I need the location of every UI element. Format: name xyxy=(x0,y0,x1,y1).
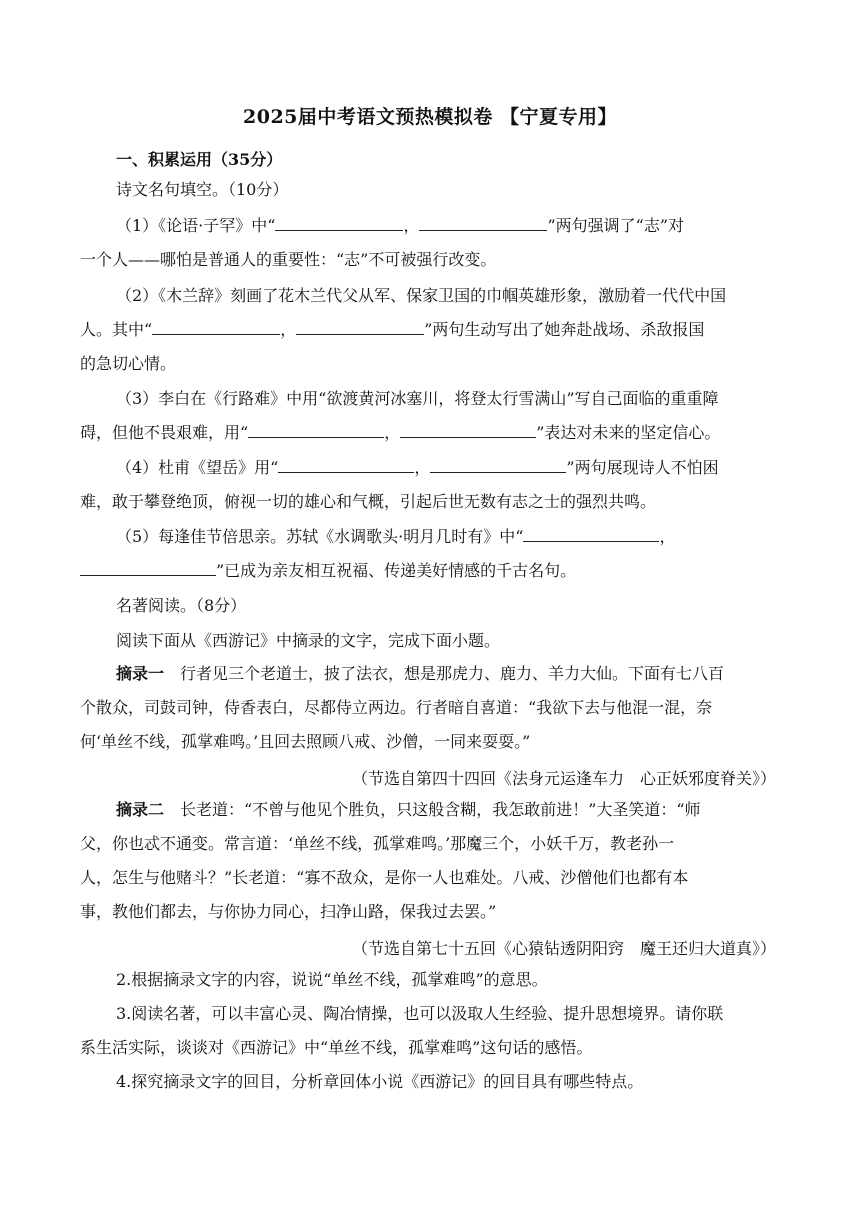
answer-blank[interactable] xyxy=(419,216,547,231)
excerpt2-label: 摘录二 xyxy=(116,800,165,819)
answer-blank[interactable] xyxy=(296,320,424,335)
answer-blank[interactable] xyxy=(278,458,414,473)
question-3-line1: 3.阅读名著，可以丰富心灵、陶冶情操，也可以汲取人生经验、提升思想境界。请你联 xyxy=(116,1004,724,1023)
text: ”表达对未来的坚定信心。 xyxy=(536,423,721,442)
fill-item-1-cont: 一个人——哪怕是普通人的重要性：“志”不可被强行改变。 xyxy=(80,250,497,269)
question-2: 2.根据摘录文字的内容，说说“单丝不线，孤掌难鸣”的意思。 xyxy=(116,970,548,989)
excerpt1-label: 摘录一 xyxy=(116,664,165,683)
text: 行者见三个老道士，披了法衣，想是那虎力、鹿力、羊力大仙。下面有七八百 xyxy=(180,664,725,683)
excerpt1-line1 xyxy=(116,664,724,684)
fill-item-4-line1 xyxy=(116,458,719,478)
excerpt2-line3: 人，怎生与他赌斗？”长老道：“寡不敌众，是你一人也难处。八戒、沙僧他们也都有本 xyxy=(80,868,689,887)
question-3-line2: 系生活实际，谈谈对《西游记》中“单丝不线，孤掌难鸣”这句话的感悟。 xyxy=(80,1038,593,1057)
reading-intro: 名著阅读。（8分） xyxy=(116,596,247,615)
section-heading: 一、积累运用（35分） xyxy=(116,150,283,169)
answer-blank[interactable] xyxy=(430,458,566,473)
excerpt2-line2: 父，你也忒不通变。常言道：‘单丝不线，孤掌难鸣。’那魔三个，小妖千万，教老孙一 xyxy=(80,834,675,853)
answer-blank[interactable] xyxy=(523,527,659,542)
fill-item-1-text: （1）《论语·子罕》中“ xyxy=(116,216,276,235)
excerpt1-source: （节选自第四十四回《法身元运逢车力 心正妖邪度脊关》） xyxy=(351,769,776,788)
text: 长老道：“不曾与他见个胜负，只这般含糊，我怎敢前进！”大圣笑道：“师 xyxy=(180,800,701,819)
comma: ， xyxy=(384,423,401,442)
text: 人。其中“ xyxy=(80,320,153,339)
fill-item-2-line1: （2）《木兰辞》刻画了花木兰代父从军、保家卫国的巾帼英雄形象，激励着一代代中国 xyxy=(116,286,727,305)
question-intro: 诗文名句填空。（10分） xyxy=(116,180,289,199)
comma: ， xyxy=(280,320,297,339)
text: （4）杜甫《望岳》用“ xyxy=(116,458,279,477)
answer-blank[interactable] xyxy=(80,561,216,576)
answer-blank[interactable] xyxy=(248,423,384,438)
reading-instruction: 阅读下面从《西游记》中摘录的文字，完成下面小题。 xyxy=(116,631,501,650)
excerpt1-line3: 何‘单丝不线，孤掌难鸣。’且回去照顾八戒、沙僧，一同来耍耍。” xyxy=(80,732,531,751)
text: ”两句展现诗人不怕困 xyxy=(566,458,719,477)
answer-blank[interactable] xyxy=(152,320,280,335)
fill-item-3-line1: （3）李白在《行路难》中用“欲渡黄河冰塞川，将登太行雪满山”写自己面临的重重障 xyxy=(116,389,719,408)
excerpt1-line2: 个散众，司鼓司钟，侍香表白，尽都侍立两边。行者暗自喜道：“我欲下去与他混一混，奈 xyxy=(80,698,713,717)
fill-item-5-line2 xyxy=(80,561,576,581)
text: ”已成为亲友相互祝福、传递美好情感的千古名句。 xyxy=(216,561,577,580)
page-title: 2025届中考语文预热模拟卷 【宁夏专用】 xyxy=(243,106,617,128)
comma: ， xyxy=(659,527,676,546)
text: （5）每逢佳节倍思亲。苏轼《水调歌头·明月几时有》中“ xyxy=(116,527,524,546)
fill-item-4-line2: 难，敢于攀登绝顶，俯视一切的雄心和气概，引起后世无数有志之士的强烈共鸣。 xyxy=(80,492,657,511)
excerpt2-source: （节选自第七十五回《心猿钻透阴阳窍 魔王还归大道真》） xyxy=(351,939,776,958)
fill-item-5-line1 xyxy=(116,527,675,547)
answer-blank[interactable] xyxy=(275,216,403,231)
fill-item-1-tail: ”两句强调了“志”对 xyxy=(547,216,685,235)
excerpt2-line1 xyxy=(116,800,701,820)
fill-item-2-line3: 的急切心情。 xyxy=(80,354,177,373)
fill-item-1 xyxy=(116,216,684,236)
excerpt2-line4: 事，教他们都去，与你协力同心，扫净山路，保我过去罢。” xyxy=(80,902,497,921)
text: 碍，但他不畏艰难，用“ xyxy=(80,423,249,442)
text: ”两句生动写出了她奔赴战场、杀敌报国 xyxy=(424,320,705,339)
comma: ， xyxy=(414,458,431,477)
question-4: 4.探究摘录文字的回目，分析章回体小说《西游记》的回目具有哪些特点。 xyxy=(116,1072,644,1091)
comma: ， xyxy=(403,216,420,235)
fill-item-2-line2 xyxy=(80,320,704,340)
answer-blank[interactable] xyxy=(400,423,536,438)
fill-item-3-line2 xyxy=(80,423,720,443)
